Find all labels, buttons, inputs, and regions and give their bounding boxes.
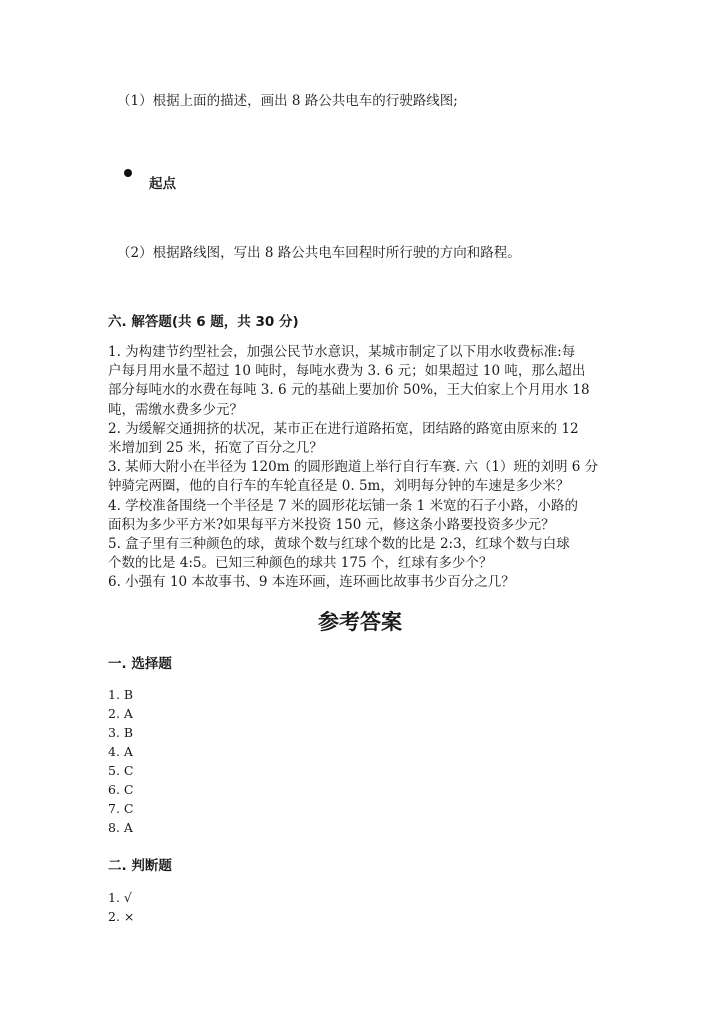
answer-item: 2. × (108, 909, 135, 924)
judge-heading: 二. 判断题 (108, 858, 172, 874)
answer-item: 1. √ (108, 890, 132, 905)
answer-item: 7. C (108, 801, 134, 816)
section-6-body (108, 343, 598, 593)
choice-heading: 一. 选择题 (108, 656, 172, 672)
problem-line: 钟骑完两圈，他的自行车的车轮直径是 0. 5m，刘明每分钟的车速是多少米？ (108, 478, 570, 495)
problem-line: 面积为多少平方米?如果每平方米投资 150 元，修这条小路要投资多少元？ (108, 516, 555, 533)
problem-line: 1. 为构建节约型社会，加强公民节水意识，某城市制定了以下用水收费标准:每 (108, 344, 576, 360)
choice-answers (108, 685, 133, 837)
start-point-label: 起点 (149, 176, 176, 192)
problem-line: 4. 学校准备围绕一个半径是 7 米的圆形花坛铺一条 1 米宽的石子小路，小路的 (108, 497, 579, 514)
problem-line: 部分每吨水的水费在每吨 3. 6 元的基础上要加价 50%，王大伯家上个月用水 18 (108, 382, 590, 399)
question-part-1: （1）根据上面的描述，画出 8 路公共电车的行驶路线图; (117, 93, 458, 109)
answer-item: 1. B (108, 687, 134, 702)
answer-item: 4. A (108, 744, 133, 759)
question-part-2: （2）根据路线图，写出 8 路公共电车回程时所行驶的方向和路程。 (117, 245, 521, 261)
judge-answers (108, 888, 134, 926)
problem-line: 个数的比是 4:5。已知三种颜色的球共 175 个，红球有多少个？ (108, 555, 493, 572)
answer-item: 2. A (108, 706, 133, 721)
section-6-heading: 六. 解答题(共 6 题，共 30 分) (108, 314, 299, 330)
answer-item: 6. C (108, 782, 134, 797)
problem-line: 3. 某师大附小在半径为 120m 的圆形跑道上举行自行车赛. 六（1）班的刘明 6 分 (108, 459, 599, 476)
problem-line: 米增加到 25 米，拓宽了百分之几？ (108, 440, 323, 457)
problem-line: 2. 为缓解交通拥挤的状况，某市正在进行道路拓宽，团结路的路宽由原来的 12 (108, 420, 579, 437)
start-point-dot (124, 169, 132, 177)
answers-title: 参考答案 (318, 610, 402, 634)
problem-line: 6. 小强有 10 本故事书、9 本连环画，连环画比故事书少百分之几？ (108, 574, 515, 591)
answer-item: 3. B (108, 725, 134, 740)
problem-line: 吨，需缴水费多少元？ (108, 401, 243, 418)
problem-line: 户每月用水量不超过 10 吨时，每吨水费为 3. 6 元；如果超过 10 吨，那么超出 (108, 363, 586, 380)
answer-item: 5. C (108, 763, 134, 778)
answer-item: 8. A (108, 820, 133, 835)
problem-line: 5. 盒子里有三种颜色的球，黄球个数与红球个数的比是 2:3，红球个数与白球 (108, 536, 570, 553)
